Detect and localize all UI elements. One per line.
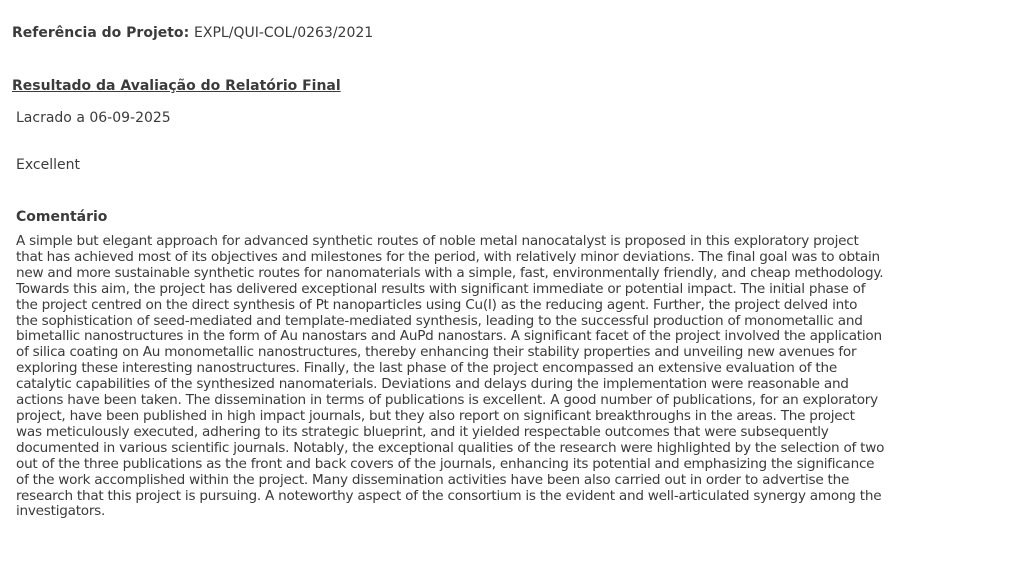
- comment-body: [16, 234, 1016, 520]
- comment-line: the project centred on the direct synthesis of Pt nanoparticles using Cu(I) as the reducing agent. Further, the project delved into: [16, 296, 858, 313]
- comment-line: research that this project is pursuing. A noteworthy aspect of the consortium is the evident and well-articulated synergy among the: [16, 487, 882, 504]
- project-reference: [12, 25, 373, 42]
- comment-line: bimetallic nanostructures in the form of Au nanostars and AuPd nanostars. A significant facet of the project involved the application: [16, 328, 882, 345]
- comment-line: was meticulously executed, adhering to its strategic blueprint, and it yielded respectable outcomes that were subsequently: [16, 423, 829, 440]
- comment-line: of silica coating on Au monometallic nanostructures, thereby enhancing their stability properties and unveiling new avenues for: [16, 344, 857, 361]
- comment-line: out of the three publications as the front and back covers of the journals, enhancing its potential and emphasizing the significance: [16, 455, 875, 472]
- evaluation-result-title: Resultado da Avaliação do Relatório Final: [12, 78, 341, 94]
- comment-line: Towards this aim, the project has delivered exceptional results with significant immediate or potential impact. The initial phase of: [16, 280, 866, 297]
- project-reference-value: EXPL/QUI-COL/0263/2021: [194, 25, 374, 41]
- comment-line: exploring these interesting nanostructures. Finally, the last phase of the project encompassed an extensive evaluation of the: [16, 360, 837, 377]
- comment-title: Comentário: [16, 209, 108, 225]
- evaluation-grade: Excellent: [16, 157, 80, 173]
- project-reference-separator: :: [183, 25, 195, 41]
- comment-line: of the work accomplished within the project. Many dissemination activities have been also carried out in order to advertise the: [16, 471, 850, 488]
- comment-line: new and more sustainable synthetic routes for nanomaterials with a simple, fast, environmentally friendly, and cheap methodology.: [16, 264, 884, 281]
- comment-line: catalytic capabilities of the synthesized nanomaterials. Deviations and delays during the implementation were reasonable and: [16, 376, 849, 393]
- comment-line: actions have been taken. The dissemination in terms of publications is excellent. A good number of publications, for an exploratory: [16, 392, 878, 409]
- comment-line: investigators.: [16, 503, 106, 520]
- sealed-date: Lacrado a 06-09-2025: [16, 110, 171, 126]
- comment-line: the sophistication of seed-mediated and template-mediated synthesis, leading to the successful production of monometallic and: [16, 312, 863, 329]
- comment-line: that has achieved most of its objectives and milestones for the period, with relatively minor deviations. The final goal was to obtain: [16, 248, 880, 265]
- comment-line: documented in various scientific journals. Notably, the exceptional qualities of the research were highlighted by the selection of two: [16, 439, 885, 456]
- comment-line: project, have been published in high impact journals, but they also report on significant breakthroughs in the areas. The project: [16, 407, 855, 424]
- comment-line: A simple but elegant approach for advanced synthetic routes of noble metal nanocatalyst is proposed in this exploratory project: [16, 233, 859, 249]
- project-reference-label: Referência do Projeto: [12, 25, 184, 41]
